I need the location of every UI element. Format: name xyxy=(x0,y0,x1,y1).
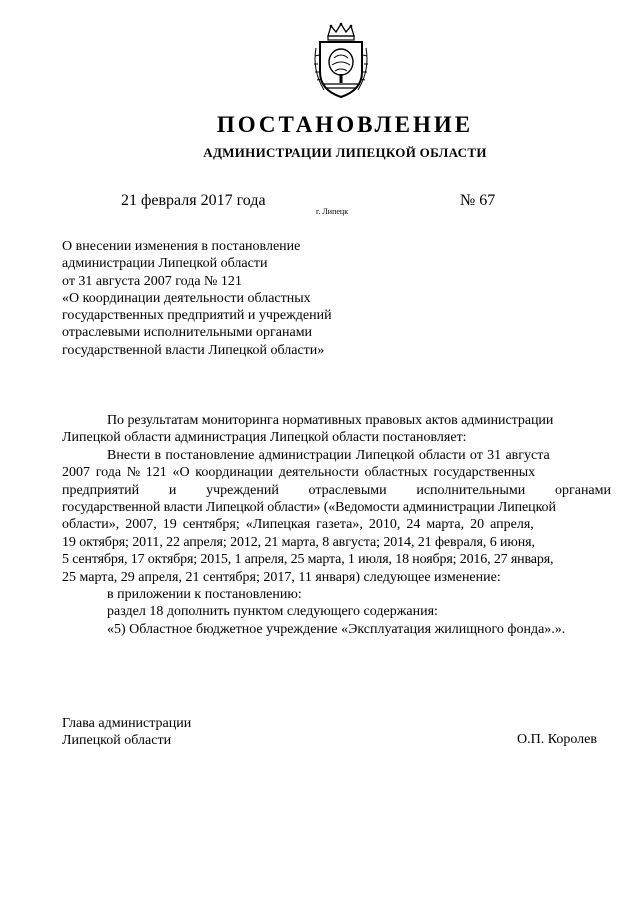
body-word: учреждений xyxy=(206,482,279,498)
signatory-position-line: Липецкой области xyxy=(62,733,172,749)
body-word: предприятий xyxy=(62,482,140,498)
document-place: г. Липецк xyxy=(316,207,349,216)
coat-of-arms-icon xyxy=(310,22,372,100)
topic-line: государственных предприятий и учреждений xyxy=(62,308,332,324)
body-word: органами xyxy=(554,482,611,498)
document-topic xyxy=(62,238,382,359)
body-word: и xyxy=(168,482,177,498)
body-line: области», 2007, 19 сентября; «Липецкая газета», 2010, 24 марта, 20 апреля, xyxy=(62,517,534,533)
document-date: 21 февраля 2017 года xyxy=(121,192,266,209)
topic-line: О внесении изменения в постановление xyxy=(62,239,301,254)
document-body xyxy=(62,412,611,638)
body-line: Липецкой области администрация Липецкой области постановляет: xyxy=(62,430,467,446)
topic-line: «О координации деятельности областных xyxy=(62,290,311,306)
body-line xyxy=(62,482,611,499)
signatory-name: О.П. Королев xyxy=(517,732,597,747)
body-line: 25 марта, 29 апреля, 21 сентября; 2017, 11 января) следующее изменение: xyxy=(62,569,501,585)
document-number: № 67 xyxy=(460,192,496,209)
body-line: По результатам мониторинга нормативных правовых актов администрации xyxy=(107,413,554,428)
topic-line: отраслевыми исполнительными органами xyxy=(62,325,313,341)
signatory-position xyxy=(62,715,191,750)
body-line: 5 сентября, 17 октября; 2015, 1 апреля, 25 марта, 1 июля, 18 ноября; 2016, 27 января, xyxy=(62,552,554,568)
body-line: Внести в постановление администрации Липецкой области от 31 августа xyxy=(107,447,550,463)
body-word: отраслевыми xyxy=(308,482,387,498)
body-line: в приложении к постановлению: xyxy=(107,587,302,603)
signatory-position-line: Глава администрации xyxy=(62,716,192,731)
body-line: 2007 года № 121 «О координации деятельности областных государственных xyxy=(62,465,536,481)
body-line: 19 октября; 2011, 22 апреля; 2012, 21 марта, 8 августа; 2014, 21 февраля, 6 июня, xyxy=(62,534,535,550)
body-line: «5) Областное бюджетное учреждение «Эксплуатация жилищного фонда».». xyxy=(107,621,566,637)
issuer-name: АДМИНИСТРАЦИИ ЛИПЕЦКОЙ ОБЛАСТИ xyxy=(203,145,487,160)
body-line: государственной власти Липецкой области» («Ведомости администрации Липецкой xyxy=(62,500,556,516)
body-line: раздел 18 дополнить пунктом следующего содержания: xyxy=(107,604,438,620)
document-title: ПОСТАНОВЛЕНИЕ xyxy=(216,112,474,137)
topic-line: администрации Липецкой области xyxy=(62,256,268,272)
topic-line: государственной власти Липецкой области» xyxy=(62,342,325,358)
body-word: исполнительными xyxy=(416,482,526,498)
topic-line: от 31 августа 2007 года № 121 xyxy=(62,273,242,289)
